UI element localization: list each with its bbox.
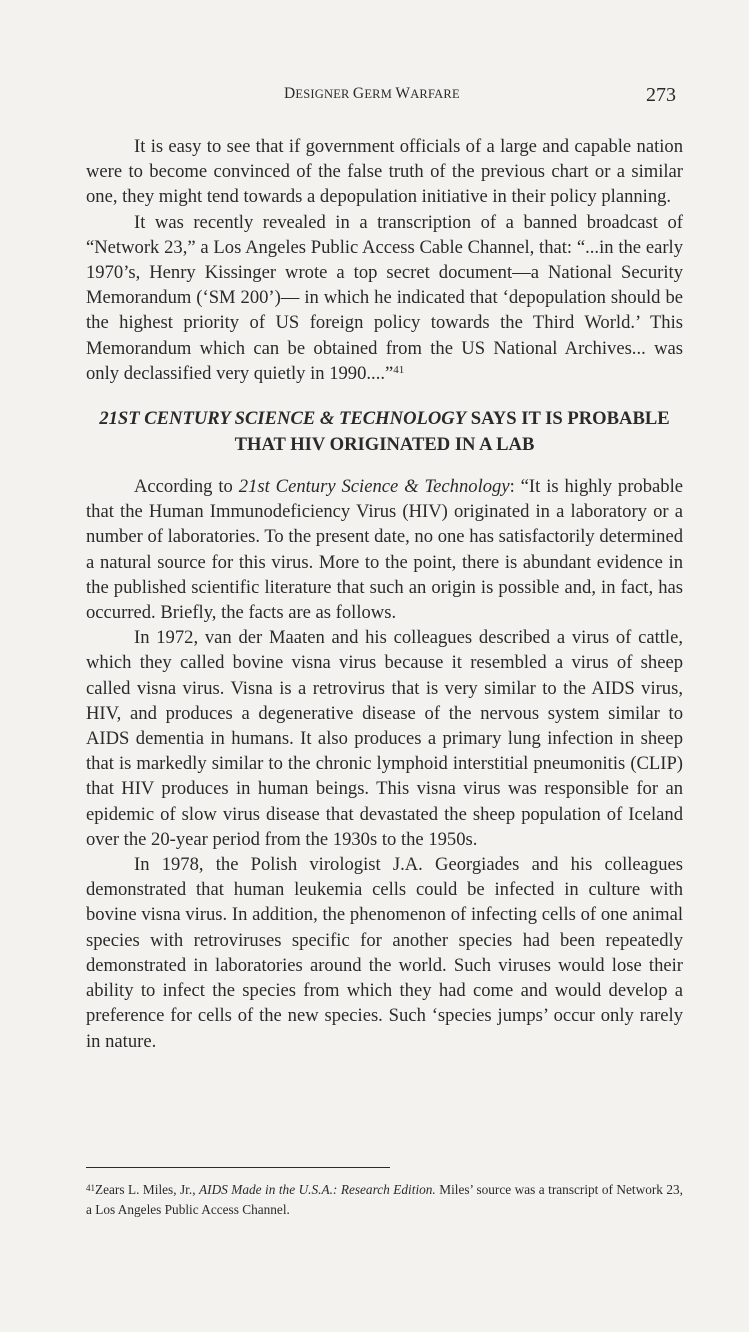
footnote-text: Miles’ source was a transcript of Network 23, a Los Angeles Public Access Channel. xyxy=(86,1182,684,1217)
paragraph-5: In 1978, the Polish virologist J.A. Georgiades and his colleagues demonstrated that human leukemia cells could be infected in culture with bovine visna virus. In addition, the phenomenon of infecting cells of one animal species with retroviruses specific for another species had been repeatedly demonstrated in laboratories around the world. Such viruses would lose their ability to infect the species from which they had come and would develop a preference for cells of the new species. Such ‘species jumps’ occur only rarely in nature. xyxy=(86,854,683,1052)
running-title-g: G xyxy=(352,85,365,102)
paragraph-3-text: : “It is highly probable that the Human Immunodeficiency Virus (HIV) originated in a laboratory or a number of laboratories. To the present date, no one has satisfactorily determined a natural source for this virus. More to the point, there is abundant evidence in the published scientific literature that such an origin is possible and, in fact, has occurred. Briefly, the facts are as follows. xyxy=(86,476,683,624)
paragraph-1: It is easy to see that if government officials of a large and capable nation were to become convinced of the false truth of the previous chart or a similar one, they might tend towards a depopulation initiative in their policy planning. xyxy=(86,136,683,208)
running-title-part3: ARFARE xyxy=(410,87,460,101)
body-text xyxy=(86,134,683,1054)
paragraph-4: In 1972, van der Maaten and his colleagues described a virus of cattle, which they called bovine visna virus because it resembled a virus of sheep called visna virus. Visna is a retrovirus that is very similar to the AIDS virus, HIV, and produces a degenerative disease of the nervous system similar to AIDS dementia in humans. It also produces a primary lung infection in sheep that is markedly similar to the chronic lymphoid interstitial pneumonitis (CLIP) that HIV produces in human beings. This visna virus was responsible for an epidemic of slow virus disease that devastated the sheep population of Iceland over the 20-year period from the 1930s to the 1950s. xyxy=(86,627,683,850)
footnote-author: Zears L. Miles, Jr., xyxy=(95,1182,200,1197)
paragraph-2-text: It was recently revealed in a transcription of a banned broadcast of “Network 23,” a Los Angeles Public Access Cable Channel, that: “...in the early 1970’s, Henry Kissinger wrote a top secret document—a National Security Memorandum (‘SM 200’)— in which he indicated that ‘depopulation should be the highest priority of US foreign policy towards the Third World.’ This Memorandum which can be obtained from the US National Archives... was only declassified very quietly in 1990....” xyxy=(86,211,683,384)
paragraph-2 xyxy=(86,210,683,386)
footnote-number: 41 xyxy=(86,1183,95,1193)
page-number: 273 xyxy=(646,84,676,106)
paragraph-3-source: 21st Century Science & Technology xyxy=(238,476,510,498)
section-heading xyxy=(86,406,683,458)
running-title-w: W xyxy=(395,85,411,102)
paragraph-3-lead: According to xyxy=(134,476,239,498)
footnote-reference: 41 xyxy=(393,363,405,376)
footnote-title: AIDS Made in the U.S.A.: Research Edition. xyxy=(199,1182,436,1197)
running-title-part1: ESIGNER xyxy=(295,87,353,101)
paragraph-3 xyxy=(86,474,683,625)
footnote-divider xyxy=(86,1167,390,1168)
section-heading-publication: 21ST CENTURY SCIENCE & TECHNOLOGY xyxy=(99,408,467,430)
footnote xyxy=(86,1180,683,1220)
running-title-part2: ERM xyxy=(364,87,396,101)
running-head xyxy=(284,85,460,103)
running-title-d: D xyxy=(284,85,296,102)
section-heading-rest: SAYS IT IS PROBABLE THAT HIV ORIGINATED IN A LAB xyxy=(234,408,670,456)
